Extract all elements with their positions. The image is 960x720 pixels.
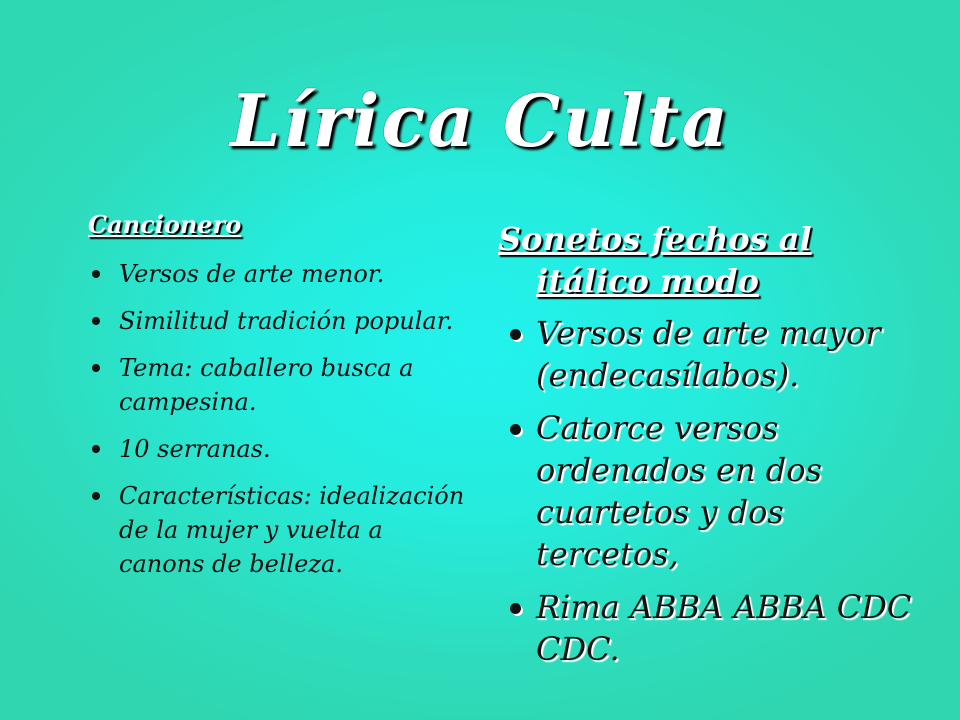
list-item [88, 257, 468, 291]
list-item [88, 432, 468, 466]
cancionero-heading: Cancionero [88, 210, 242, 239]
sonetos-list [498, 312, 918, 670]
bullet-icon [92, 317, 100, 325]
list-item-text: Versos de arte mayor (endecasílabos). [536, 314, 881, 394]
list-item-text: Rima ABBA ABBA CDC CDC. [536, 588, 912, 668]
list-item-text: Similitud tradición popular. [119, 307, 454, 335]
list-item-text: Versos de arte menor. [119, 260, 385, 288]
list-item-text: Catorce versos ordenados en dos cuartetos y dos tercetos, [536, 409, 822, 573]
bullet-icon [92, 445, 100, 453]
slide-title: Lírica Culta [230, 78, 730, 163]
list-item [498, 312, 918, 396]
list-item [88, 351, 468, 419]
list-item [498, 407, 918, 575]
right-column [498, 218, 918, 681]
left-column [88, 210, 468, 594]
cancionero-list [88, 257, 468, 581]
bullet-icon [92, 270, 100, 278]
list-item-text: Características: idealización de la mujer y vuelta a canons de belleza. [119, 482, 465, 578]
bullet-icon [510, 603, 521, 614]
bullet-icon [92, 364, 100, 372]
bullet-icon [510, 424, 521, 435]
list-item [88, 304, 468, 338]
bullet-icon [92, 492, 100, 500]
sonetos-heading: Sonetos fechos al itálico modo [498, 220, 812, 300]
bullet-icon [510, 329, 521, 340]
list-item [498, 586, 918, 670]
list-item [88, 479, 468, 581]
list-item-text: Tema: caballero busca a campesina. [119, 354, 414, 416]
list-item-text: 10 serranas. [119, 435, 271, 463]
